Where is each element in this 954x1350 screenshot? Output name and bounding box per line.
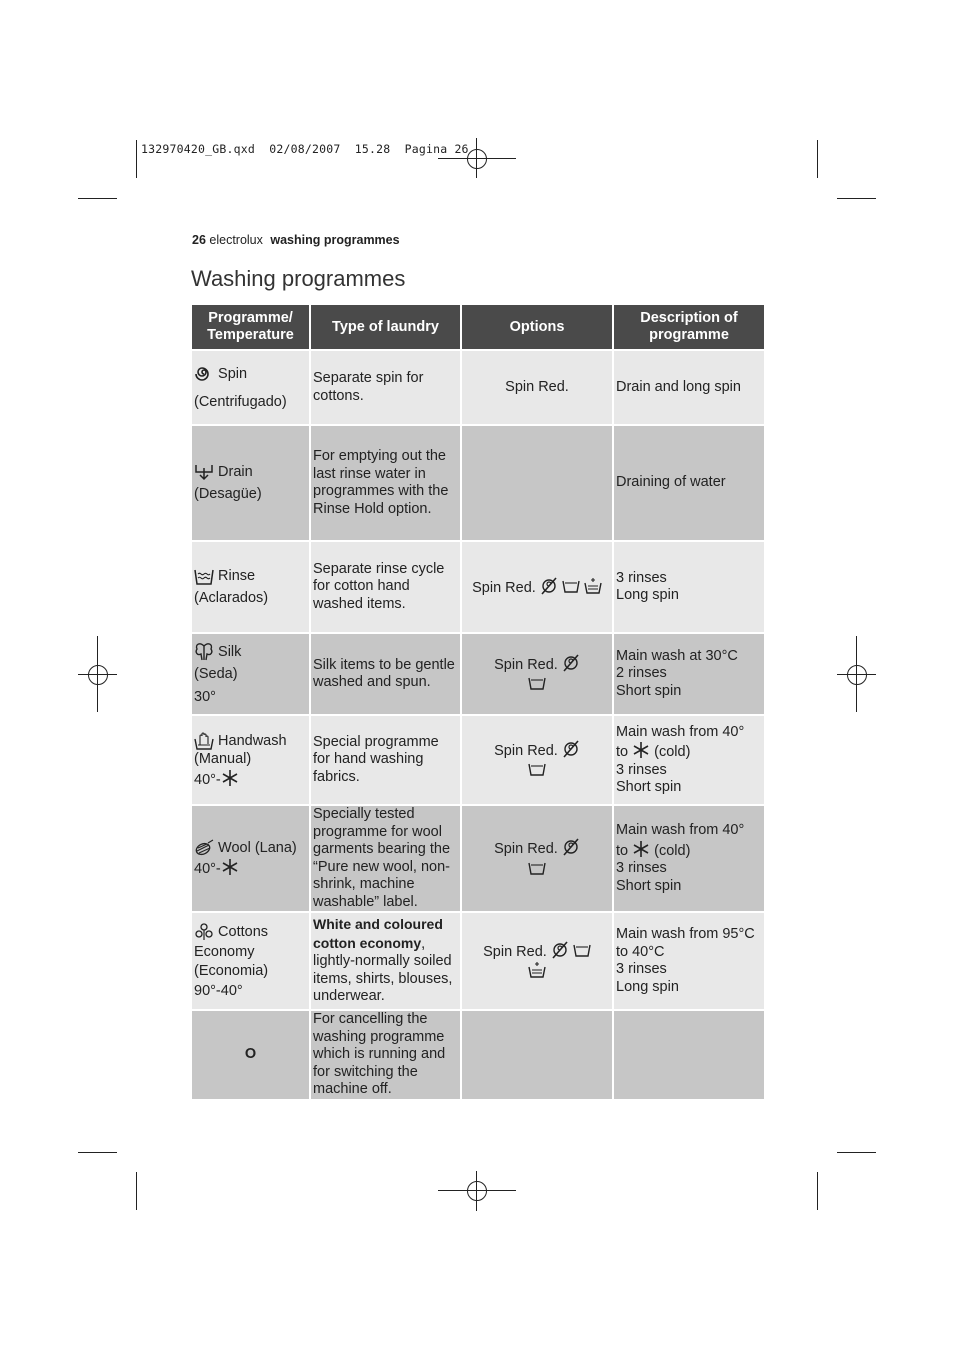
option-label: Spin Red. <box>483 943 547 960</box>
crop-mark <box>78 198 117 199</box>
programme-cell <box>191 633 310 715</box>
column-header: Programme/ Temperature <box>191 304 310 350</box>
cold-icon <box>632 741 650 759</box>
description-cell <box>613 912 765 1010</box>
programme-cell <box>191 715 310 805</box>
laundry-text: , lightly-normally soiled items, shirts, blouses, underwear. <box>313 935 453 1005</box>
programme-cell <box>191 805 310 912</box>
extra-rinse-icon <box>528 961 546 979</box>
description-cell <box>613 541 765 633</box>
table-row <box>191 715 765 805</box>
description-cell <box>613 633 765 715</box>
page-title: Washing programmes <box>191 266 406 291</box>
cold-icon <box>221 769 239 787</box>
programmes-table <box>190 303 766 1101</box>
extra-rinse-icon <box>584 577 602 595</box>
description-cell <box>613 1010 765 1100</box>
description-text: to <box>616 744 629 760</box>
description-text: (cold) <box>654 744 691 760</box>
rinse-hold-icon <box>562 577 580 595</box>
description-line: Main wash at 30°C <box>616 647 738 664</box>
description-line: Short spin <box>616 682 682 699</box>
programme-local-name: (Aclarados) <box>194 590 269 607</box>
column-header: Type of laundry <box>310 304 461 350</box>
page-number: 26 <box>192 233 206 247</box>
table-row <box>191 541 765 633</box>
table-row <box>191 1010 765 1100</box>
cold-icon <box>632 840 650 858</box>
programme-temperature: 40°- <box>194 861 221 878</box>
programme-cell <box>191 912 310 1010</box>
laundry-cell: Specially tested programme for wool garments bearing the “Pure new wool, non-shrink, machine washable” label. <box>310 805 461 912</box>
options-cell <box>461 1010 613 1100</box>
description-line: Long spin <box>616 587 679 603</box>
off-symbol: O <box>191 1010 310 1100</box>
description-line: 3 rinses <box>616 569 667 586</box>
programme-name: Handwash <box>218 732 287 749</box>
no-spin-icon <box>562 740 580 758</box>
handwash-icon <box>194 731 214 751</box>
description-line: Long spin <box>616 978 679 995</box>
table-row <box>191 350 765 425</box>
description-line: Main wash from 95°C <box>616 926 755 942</box>
description-cell: Draining of water <box>613 425 765 541</box>
column-header: Options <box>461 304 613 350</box>
description-line: 3 rinses <box>616 761 667 778</box>
description-cell: Drain and long spin <box>613 350 765 425</box>
programme-name: Drain <box>218 464 253 481</box>
programme-name: Silk <box>218 643 242 660</box>
no-spin-icon <box>551 941 569 959</box>
description-text: to <box>616 842 629 859</box>
crop-mark <box>78 1152 117 1153</box>
options-cell <box>461 912 613 1010</box>
table-header-row <box>191 304 765 350</box>
laundry-cell: For cancelling the washing programme which is running and for switching the machine off. <box>310 1010 461 1100</box>
programme-name: Rinse <box>218 568 256 585</box>
no-spin-icon <box>540 577 558 595</box>
programme-name: Spin <box>218 365 248 382</box>
options-cell <box>461 805 613 912</box>
programme-temperature: 90°-40° <box>194 982 243 999</box>
description-line: Short spin <box>616 877 682 894</box>
rinse-hold-icon <box>528 859 546 877</box>
laundry-cell: Separate spin for cottons. <box>310 350 461 425</box>
programme-temperature: 30° <box>194 689 216 705</box>
laundry-cell: Special programme for hand washing fabrics. <box>310 715 461 805</box>
no-spin-icon <box>562 838 580 856</box>
section-name: washing programmes <box>270 233 400 247</box>
wool-icon <box>194 838 214 858</box>
option-label: Spin Red. <box>494 841 558 857</box>
running-header <box>192 233 400 247</box>
description-line: to 40°C <box>616 943 665 960</box>
rinse-icon <box>194 566 214 586</box>
no-spin-icon <box>562 654 580 672</box>
laundry-cell <box>310 912 461 1010</box>
silk-icon <box>194 642 214 662</box>
description-cell <box>613 805 765 912</box>
drain-icon <box>194 462 214 482</box>
laundry-cell: Separate rinse cycle for cotton hand washed items. <box>310 541 461 633</box>
table-row <box>191 633 765 715</box>
programme-local-name: (Manual) <box>194 751 252 767</box>
programme-local-name: (Centrifugado) <box>194 393 287 410</box>
print-slug: 132970420_GB.qxd 02/08/2007 15.28 Pagina 26 <box>141 142 469 156</box>
options-cell <box>461 425 613 541</box>
spin-icon <box>194 364 214 384</box>
description-cell <box>613 715 765 805</box>
programme-cell <box>191 425 310 541</box>
table-row <box>191 425 765 541</box>
table-row <box>191 912 765 1010</box>
description-line: 2 rinses <box>616 665 667 682</box>
rinse-hold-icon <box>573 941 591 959</box>
description-line: Short spin <box>616 779 682 795</box>
programme-cell <box>191 541 310 633</box>
programme-name: Wool (Lana) <box>218 840 297 857</box>
cold-icon <box>221 858 239 876</box>
programme-name-line: Economy <box>194 943 255 960</box>
description-line: Main wash from 40° <box>616 723 745 740</box>
option-label: Spin Red. <box>494 742 558 759</box>
description-line: Main wash from 40° <box>616 822 745 838</box>
description-line: 3 rinses <box>616 961 667 977</box>
crop-mark <box>136 1172 137 1210</box>
brand-name: electrolux <box>209 233 263 247</box>
rinse-hold-icon <box>528 760 546 778</box>
crop-mark <box>837 1152 876 1153</box>
programme-local-name: (Seda) <box>194 665 238 682</box>
laundry-bold-text: White and coloured cotton economy <box>313 916 443 951</box>
options-cell: Spin Red. <box>461 350 613 425</box>
programme-local-name: (Desagüe) <box>194 486 262 503</box>
description-text: (cold) <box>654 842 691 859</box>
crop-mark <box>837 198 876 199</box>
column-header: Description of programme <box>613 304 765 350</box>
laundry-cell: Silk items to be gentle washed and spun. <box>310 633 461 715</box>
programme-name: Cottons <box>218 923 269 940</box>
cottons-economy-icon <box>194 922 214 942</box>
laundry-cell: For emptying out the last rinse water in programmes with the Rinse Hold option. <box>310 425 461 541</box>
rinse-hold-icon <box>528 674 546 692</box>
table-row <box>191 805 765 912</box>
option-label: Spin Red. <box>472 579 536 596</box>
crop-mark <box>817 1172 818 1210</box>
options-cell <box>461 715 613 805</box>
option-label: Spin Red. <box>494 656 558 673</box>
crop-mark <box>136 140 137 178</box>
crop-mark <box>817 140 818 178</box>
options-cell <box>461 541 613 633</box>
programme-local-name: (Economia) <box>194 963 269 980</box>
programme-cell <box>191 350 310 425</box>
options-cell <box>461 633 613 715</box>
programme-temperature: 40°- <box>194 771 221 788</box>
description-line: 3 rinses <box>616 860 667 876</box>
